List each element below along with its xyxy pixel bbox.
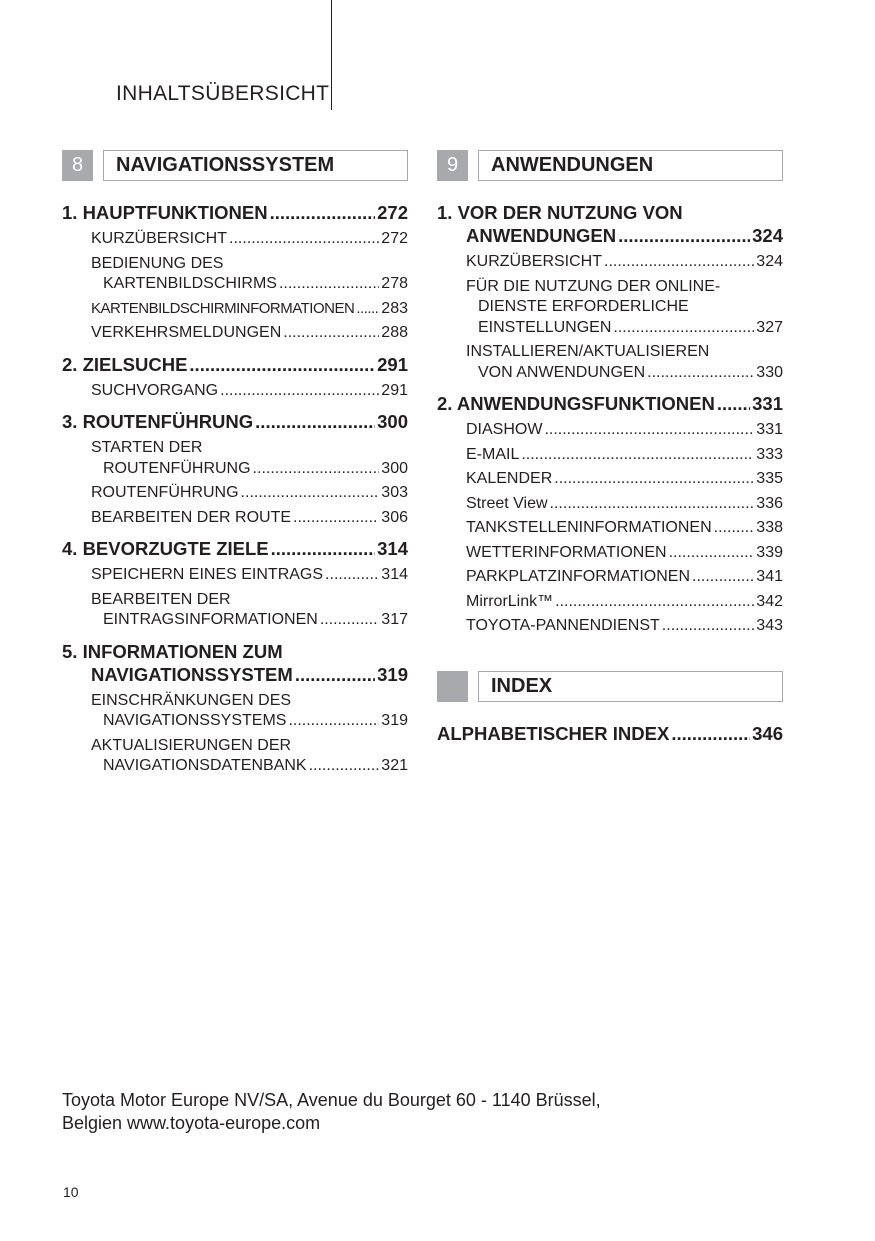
toc-entry[interactable] [466, 445, 783, 466]
toc-entry[interactable] [91, 381, 408, 402]
entry-label: TANKSTELLENINFORMATIONEN [466, 519, 712, 536]
entry-label: WETTERINFORMATIONEN [466, 543, 667, 561]
entry-label: NAVIGATIONSDATENBANK [103, 757, 307, 774]
chapter-page: 272 [377, 202, 408, 223]
toc-entry[interactable] [466, 518, 783, 539]
toc-entry[interactable] [91, 565, 408, 586]
section-number-blank [437, 671, 468, 702]
toc-chapter[interactable] [62, 353, 408, 376]
entry-label: BEARBEITEN DER ROUTE [91, 508, 292, 526]
page-title: INHALTSÜBERSICHT [116, 82, 330, 105]
chapter-page: 331 [752, 393, 783, 414]
toc-chapter[interactable] [62, 410, 408, 433]
toc-entry[interactable] [91, 508, 408, 529]
toc-column-left [62, 150, 408, 781]
entry-page: 272 [381, 230, 408, 247]
entry-label: PARKPLATZINFORMATIONEN [466, 568, 691, 585]
entry-label: Street View [466, 494, 548, 512]
entry-label: TOYOTA-PANNENDIENST [466, 617, 660, 634]
toc-chapter[interactable] [62, 640, 408, 686]
entry-label: KARTENBILDSCHIRMS [103, 275, 277, 292]
chapter-title: NAVIGATIONSSYSTEM [91, 663, 293, 685]
toc-chapter[interactable] [437, 392, 783, 415]
toc-entry[interactable] [466, 567, 783, 588]
toc-entry[interactable] [91, 590, 408, 631]
section-title: ANWENDUNGEN [478, 150, 783, 181]
entry-page: 342 [756, 592, 783, 610]
toc-column-right [437, 150, 783, 750]
entry-page: 321 [381, 757, 408, 774]
entry-page: 341 [756, 568, 783, 585]
section-number: 9 [437, 150, 468, 181]
page-number: 10 [63, 1184, 79, 1200]
chapter-title: 5. INFORMATIONEN ZUM [62, 640, 283, 662]
toc-entry[interactable] [91, 323, 408, 344]
toc-entry[interactable] [91, 736, 408, 777]
entry-label: EINSCHRÄNKUNGEN DES [91, 691, 292, 709]
entry-label: SUCHVORGANG [91, 381, 219, 399]
section-title: NAVIGATIONSSYSTEM [103, 150, 408, 181]
toc-entry[interactable] [466, 616, 783, 637]
entry-label: NAVIGATIONSSYSTEMS [103, 712, 287, 729]
entry-label: EINSTELLUNGEN [478, 318, 612, 336]
section-number: 8 [62, 150, 93, 181]
toc-entry[interactable] [466, 494, 783, 515]
entry-page: 300 [381, 459, 408, 477]
publisher-address [62, 1089, 601, 1135]
toc-entry[interactable] [91, 254, 408, 295]
toc-entry[interactable] [466, 277, 783, 339]
entry-page: 335 [756, 470, 783, 487]
chapter-title: 2. ZIELSUCHE [62, 353, 188, 375]
entry-label: FÜR DIE NUTZUNG DER ONLINE- [466, 277, 721, 295]
header-divider [331, 0, 332, 110]
chapter-page: 314 [377, 538, 408, 559]
entry-page: 333 [756, 445, 783, 463]
entry-page: 314 [381, 566, 408, 583]
toc-entry[interactable] [466, 342, 783, 383]
entry-label: EINTRAGSINFORMATIONEN [103, 611, 318, 628]
entry-label: MirrorLink™ [466, 592, 554, 610]
toc-chapter[interactable] [62, 537, 408, 560]
entry-label: KALENDER [466, 470, 553, 487]
entry-page: 278 [381, 275, 408, 292]
toc-chapter[interactable] [437, 201, 783, 247]
entry-page: 306 [381, 508, 408, 526]
chapter-title: ANWENDUNGEN [466, 225, 617, 246]
toc-chapter[interactable] [62, 201, 408, 224]
entry-label: VERKEHRSMELDUNGEN [91, 324, 282, 341]
entry-page: 303 [381, 484, 408, 501]
entry-page: 327 [756, 318, 783, 336]
chapter-page: 300 [377, 411, 408, 432]
address-line: Belgien www.toyota-europe.com [62, 1113, 321, 1133]
chapter-title: 4. BEVORZUGTE ZIELE [62, 538, 269, 559]
toc-entry[interactable] [91, 229, 408, 250]
entry-page: 317 [381, 611, 408, 628]
entry-label: ROUTENFÜHRUNG [103, 459, 251, 477]
entry-label: ROUTENFÜHRUNG [91, 484, 239, 501]
toc-entry[interactable] [91, 483, 408, 504]
chapter-title: 1. VOR DER NUTZUNG VON [437, 202, 683, 223]
entry-page: 288 [381, 324, 408, 341]
entry-page: 324 [756, 253, 783, 270]
chapter-title: 2. ANWENDUNGSFUNKTIONEN [437, 393, 715, 414]
entry-page: 330 [756, 363, 783, 381]
toc-entry[interactable] [91, 438, 408, 479]
entry-page: 291 [381, 381, 408, 399]
entry-label: INSTALLIEREN/AKTUALISIEREN [466, 343, 710, 360]
entry-label: DIASHOW [466, 421, 543, 438]
address-line: Toyota Motor Europe NV/SA, Avenue du Bourget 60 - 1140 Brüssel, [62, 1090, 601, 1110]
entry-label: E-MAIL [466, 445, 520, 463]
chapter-title: 1. HAUPTFUNKTIONEN [62, 202, 268, 223]
entry-label: BEDIENUNG DES [91, 254, 224, 272]
entry-label: SPEICHERN EINES EINTRAGS [91, 566, 324, 583]
chapter-title: 3. ROUTENFÜHRUNG [62, 411, 254, 432]
entry-label: DIENSTE ERFORDERLICHE [478, 298, 689, 315]
section-header-navigation [62, 150, 408, 181]
section-title: INDEX [478, 671, 783, 702]
entry-page: 319 [381, 712, 408, 729]
entry-page: 338 [756, 519, 783, 536]
entry-label: AKTUALISIERUNGEN DER [91, 736, 292, 754]
toc-entry[interactable] [466, 592, 783, 613]
chapter-page: 291 [377, 353, 408, 375]
entry-label: KURZÜBERSICHT [91, 230, 228, 247]
entry-label: BEARBEITEN DER [91, 590, 231, 608]
chapter-page: 319 [377, 663, 408, 685]
section-header-applications [437, 150, 783, 181]
entry-label: KARTENBILDSCHIRMINFORMATIONEN [91, 299, 355, 317]
toc-chapter[interactable] [437, 722, 783, 745]
entry-label: STARTEN DER [91, 439, 203, 456]
entry-page: 336 [756, 494, 783, 512]
section-header-index [437, 671, 783, 702]
entry-page: 343 [756, 617, 783, 634]
entry-label: KURZÜBERSICHT [466, 253, 603, 270]
chapter-page: 346 [752, 722, 783, 744]
entry-page: 283 [381, 299, 408, 317]
toc-entry[interactable] [91, 691, 408, 732]
toc-entry[interactable] [466, 543, 783, 564]
entry-page: 339 [756, 543, 783, 561]
entry-page: 331 [756, 421, 783, 438]
entry-label: VON ANWENDUNGEN [478, 363, 646, 381]
toc-entry[interactable] [466, 469, 783, 490]
toc-entry[interactable] [466, 420, 783, 441]
toc-entry[interactable] [91, 299, 408, 320]
toc-entry[interactable] [466, 252, 783, 273]
chapter-title: ALPHABETISCHER INDEX [437, 722, 670, 744]
chapter-page: 324 [752, 225, 783, 246]
